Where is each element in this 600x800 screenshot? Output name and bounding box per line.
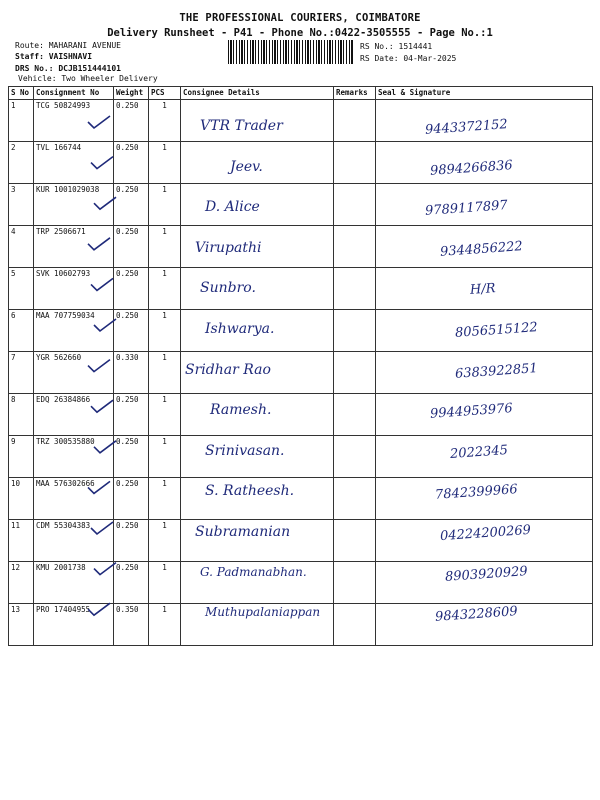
checkmark-icon <box>94 197 116 209</box>
col-remarks: Remarks <box>334 87 376 100</box>
handwritten-consignee: Ishwarya. <box>205 321 275 337</box>
row-weight: 0.250 <box>114 268 149 310</box>
checkmark-icon <box>94 319 116 331</box>
row-weight: 0.250 <box>114 562 149 604</box>
row-consignment-no: EDQ 26384866 <box>34 394 114 436</box>
checkmark-icon <box>91 400 113 412</box>
col-pcs: PCS <box>149 87 181 100</box>
runsheet-title: THE PROFESSIONAL COURIERS, COIMBATORE <box>179 12 421 24</box>
handwritten-consignee: Sunbro. <box>200 280 256 297</box>
handwritten-signature: 6383922851 <box>454 360 539 382</box>
checkmark-icon <box>94 441 116 453</box>
row-pcs: 1 <box>149 184 181 226</box>
row-consignment-no: TRP 2506671 <box>34 226 114 268</box>
checkmark-icon <box>94 563 116 575</box>
row-consignment-no: PRO 17404955 <box>34 604 114 646</box>
handwritten-consignee: Muthupalaniappan <box>205 605 321 620</box>
runsheet-subtitle: Delivery Runsheet - P41 - Phone No.:0422-3505555 - Page No.:1 <box>107 27 493 39</box>
row-pcs: 1 <box>149 520 181 562</box>
row-sno: 8 <box>9 394 34 436</box>
row-weight: 0.250 <box>114 142 149 184</box>
route-label: Route: MAHARANI AVENUE <box>15 41 121 50</box>
col-signature: Seal & Signature <box>376 87 593 100</box>
row-weight: 0.330 <box>114 352 149 394</box>
row-consignment-no: CDM 55304383 <box>34 520 114 562</box>
row-weight: 0.250 <box>114 520 149 562</box>
handwritten-signature: 7842399966 <box>434 482 519 504</box>
row-pcs: 1 <box>149 478 181 520</box>
row-sno: 11 <box>9 520 34 562</box>
row-sno: 13 <box>9 604 34 646</box>
row-weight: 0.250 <box>114 226 149 268</box>
handwritten-signature: 9344856222 <box>439 238 524 260</box>
checkmark-icon <box>88 360 110 372</box>
row-consignment-no: SVK 10602793 <box>34 268 114 310</box>
row-pcs: 1 <box>149 352 181 394</box>
handwritten-signature: 9443372152 <box>424 117 509 138</box>
row-sno: 4 <box>9 226 34 268</box>
row-sno: 5 <box>9 268 34 310</box>
row-sno: 6 <box>9 310 34 352</box>
row-consignment-no: KUR 1001029038 <box>34 184 114 226</box>
handwritten-signature: 8056515122 <box>454 320 539 341</box>
row-weight: 0.250 <box>114 478 149 520</box>
handwritten-consignee: D. Alice <box>205 199 260 216</box>
handwritten-consignee: S. Ratheesh. <box>205 483 295 500</box>
handwritten-consignee: G. Padmanabhan. <box>200 564 307 579</box>
col-weight: Weight <box>114 87 149 100</box>
row-pcs: 1 <box>149 562 181 604</box>
checkmark-icon <box>91 522 113 534</box>
row-consignment-no: TVL 166744 <box>34 142 114 184</box>
row-sno: 2 <box>9 142 34 184</box>
handwritten-signature: 9894266836 <box>429 157 514 179</box>
row-sno: 1 <box>9 100 34 142</box>
row-weight: 0.250 <box>114 100 149 142</box>
drs-number: DRS No.: DCJB151444101 <box>15 64 121 73</box>
handwritten-signature: 04224200269 <box>439 522 532 545</box>
handwritten-signature: 9944953976 <box>429 401 514 423</box>
row-pcs: 1 <box>149 142 181 184</box>
handwritten-consignee: Virupathi <box>195 239 262 256</box>
row-pcs: 1 <box>149 268 181 310</box>
row-consignment-no: MAA 707759034 <box>34 310 114 352</box>
checkmark-icon <box>91 278 113 290</box>
row-pcs: 1 <box>149 436 181 478</box>
row-weight: 0.250 <box>114 184 149 226</box>
handwritten-consignee: Srinivasan. <box>205 442 285 459</box>
rs-number: RS No.: 1514441 <box>360 42 433 51</box>
handwritten-signature: 9843228609 <box>434 604 519 626</box>
row-weight: 0.350 <box>114 604 149 646</box>
staff-label: Staff: VAISHNAVI <box>15 52 93 61</box>
row-sno: 3 <box>9 184 34 226</box>
checkmark-icon <box>88 481 110 493</box>
col-consignee: Consignee Details <box>181 87 334 100</box>
checkmark-icon <box>91 157 113 169</box>
checkmark-icon <box>88 603 110 615</box>
row-sno: 10 <box>9 478 34 520</box>
row-pcs: 1 <box>149 226 181 268</box>
handwritten-consignee: VTR Trader <box>200 118 283 134</box>
row-sno: 12 <box>9 562 34 604</box>
handwritten-signature: 2022345 <box>449 442 509 462</box>
handwritten-consignee: Sridhar Rao <box>185 361 271 378</box>
row-pcs: 1 <box>149 310 181 352</box>
row-weight: 0.250 <box>114 394 149 436</box>
row-pcs: 1 <box>149 394 181 436</box>
row-weight: 0.250 <box>114 310 149 352</box>
handwritten-signature: H/R <box>469 281 497 299</box>
handwritten-consignee: Ramesh. <box>210 402 272 419</box>
row-sno: 9 <box>9 436 34 478</box>
row-weight: 0.250 <box>114 436 149 478</box>
row-consignment-no: TRZ 300535880 <box>34 436 114 478</box>
row-consignment-no: YGR 562660 <box>34 352 114 394</box>
col-consignment: Consignment No <box>34 87 114 100</box>
row-sno: 7 <box>9 352 34 394</box>
checkmark-icon <box>88 116 110 128</box>
handwritten-signature: 8903920929 <box>444 563 529 585</box>
row-consignment-no: MAA 576302666 <box>34 478 114 520</box>
handwritten-signature: 9789117897 <box>424 198 509 220</box>
row-pcs: 1 <box>149 604 181 646</box>
row-consignment-no: KMU 2001738 <box>34 562 114 604</box>
checkmark-icon <box>88 238 110 250</box>
col-sno: S No <box>9 87 34 100</box>
row-consignment-no: TCG 50824993 <box>34 100 114 142</box>
handwritten-consignee: Jeev. <box>230 158 263 175</box>
vehicle-label: Vehicle: Two Wheeler Delivery <box>18 74 158 83</box>
row-pcs: 1 <box>149 100 181 142</box>
handwritten-consignee: Subramanian <box>195 524 291 540</box>
rs-date: RS Date: 04-Mar-2025 <box>360 54 457 63</box>
